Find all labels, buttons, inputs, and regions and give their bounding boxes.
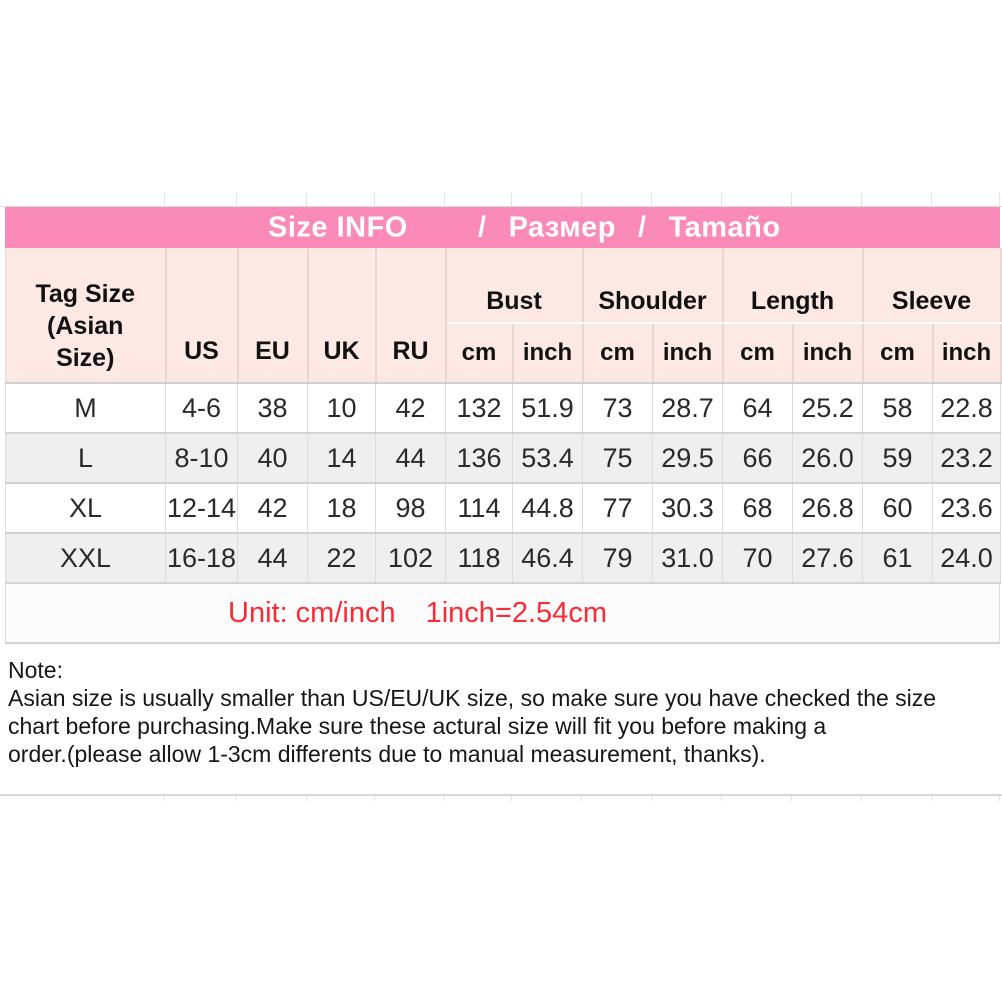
table-cell: 98 bbox=[376, 483, 446, 533]
table-cell: 16-18 bbox=[166, 533, 238, 583]
note-heading: Note: bbox=[8, 657, 63, 683]
table-cell: 26.8 bbox=[793, 483, 863, 533]
size-tag-cell: M bbox=[6, 383, 166, 433]
table-cell: 79 bbox=[583, 533, 653, 583]
table-cell: 23.2 bbox=[933, 433, 1001, 483]
table-row-xxl bbox=[6, 533, 1001, 583]
table-cell: 4-6 bbox=[166, 383, 238, 433]
corner-header-tag-size: Tag Size (Asian Size) bbox=[6, 248, 166, 383]
note-line: order.(please allow 1-3cm differents due to manual measurement, thanks). bbox=[8, 741, 766, 767]
table-cell: 64 bbox=[723, 383, 793, 433]
unit-header-sleeve-inch: inch bbox=[933, 323, 1001, 383]
banner-title-translations bbox=[478, 211, 781, 244]
unit-header-bust-cm: cm bbox=[446, 323, 513, 383]
column-header-us: US bbox=[166, 248, 238, 383]
table-cell: 44 bbox=[238, 533, 308, 583]
table-cell: 53.4 bbox=[513, 433, 583, 483]
table-cell: 30.3 bbox=[653, 483, 723, 533]
unit-header-length-cm: cm bbox=[723, 323, 793, 383]
table-cell: 61 bbox=[863, 533, 933, 583]
table-cell: 51.9 bbox=[513, 383, 583, 433]
banner-separator: / bbox=[638, 211, 647, 243]
table-cell: 73 bbox=[583, 383, 653, 433]
table-cell: 38 bbox=[238, 383, 308, 433]
size-tag-cell: XL bbox=[6, 483, 166, 533]
table-cell: 10 bbox=[308, 383, 376, 433]
banner-title-es: Tamaño bbox=[668, 211, 781, 243]
table-cell: 23.6 bbox=[933, 483, 1001, 533]
size-tag-cell: XXL bbox=[6, 533, 166, 583]
unit-header-sleeve-cm: cm bbox=[863, 323, 933, 383]
note-line: Asian size is usually smaller than US/EU/UK size, so make sure you have checked the size bbox=[8, 685, 937, 711]
table-cell: 40 bbox=[238, 433, 308, 483]
size-table bbox=[5, 248, 1002, 584]
unit-header-bust-inch: inch bbox=[513, 323, 583, 383]
column-header-ru: RU bbox=[376, 248, 446, 383]
table-cell: 46.4 bbox=[513, 533, 583, 583]
column-group-shoulder: Shoulder bbox=[583, 248, 723, 323]
table-cell: 31.0 bbox=[653, 533, 723, 583]
column-group-sleeve: Sleeve bbox=[863, 248, 1001, 323]
banner-separator: / bbox=[478, 211, 487, 243]
table-cell: 42 bbox=[376, 383, 446, 433]
table-cell: 70 bbox=[723, 533, 793, 583]
unit-header-length-inch: inch bbox=[793, 323, 863, 383]
table-cell: 102 bbox=[376, 533, 446, 583]
table-cell: 12-14 bbox=[166, 483, 238, 533]
table-cell: 75 bbox=[583, 433, 653, 483]
table-cell: 132 bbox=[446, 383, 513, 433]
unit-note-row bbox=[5, 584, 1000, 644]
table-cell: 60 bbox=[863, 483, 933, 533]
table-cell: 29.5 bbox=[653, 433, 723, 483]
table-row-xl bbox=[6, 483, 1001, 533]
table-cell: 22 bbox=[308, 533, 376, 583]
table-cell: 42 bbox=[238, 483, 308, 533]
banner-title-ru: Размер bbox=[508, 211, 616, 243]
grid-tick-strip-top bbox=[0, 193, 1002, 207]
table-cell: 114 bbox=[446, 483, 513, 533]
grid-tick-strip-bottom bbox=[0, 794, 1002, 801]
banner-title-en: Size INFO bbox=[268, 211, 408, 243]
table-cell: 22.8 bbox=[933, 383, 1001, 433]
table-cell: 66 bbox=[723, 433, 793, 483]
note-line: chart before purchasing.Make sure these actural size will fit you before making a bbox=[8, 713, 827, 739]
table-cell: 14 bbox=[308, 433, 376, 483]
table-cell: 24.0 bbox=[933, 533, 1001, 583]
size-tag-cell: L bbox=[6, 433, 166, 483]
table-row-l bbox=[6, 433, 1001, 483]
unit-label: Unit: cm/inch bbox=[228, 596, 396, 629]
table-cell: 8-10 bbox=[166, 433, 238, 483]
table-cell: 68 bbox=[723, 483, 793, 533]
column-header-uk: UK bbox=[308, 248, 376, 383]
table-cell: 58 bbox=[863, 383, 933, 433]
table-cell: 28.7 bbox=[653, 383, 723, 433]
column-group-bust: Bust bbox=[446, 248, 583, 323]
table-cell: 26.0 bbox=[793, 433, 863, 483]
table-cell: 118 bbox=[446, 533, 513, 583]
table-cell: 18 bbox=[308, 483, 376, 533]
unit-header-shoulder-inch: inch bbox=[653, 323, 723, 383]
table-cell: 44.8 bbox=[513, 483, 583, 533]
top-whitespace bbox=[0, 0, 1002, 193]
table-cell: 27.6 bbox=[793, 533, 863, 583]
unit-conversion: 1inch=2.54cm bbox=[425, 596, 607, 629]
column-group-length: Length bbox=[723, 248, 863, 323]
table-cell: 77 bbox=[583, 483, 653, 533]
table-cell: 136 bbox=[446, 433, 513, 483]
bottom-whitespace bbox=[0, 801, 1002, 1002]
unit-header-shoulder-cm: cm bbox=[583, 323, 653, 383]
table-cell: 25.2 bbox=[793, 383, 863, 433]
table-cell: 44 bbox=[376, 433, 446, 483]
title-banner bbox=[5, 207, 1000, 248]
table-row-m bbox=[6, 383, 1001, 433]
column-header-eu: EU bbox=[238, 248, 308, 383]
table-cell: 59 bbox=[863, 433, 933, 483]
note-section bbox=[0, 644, 1002, 794]
